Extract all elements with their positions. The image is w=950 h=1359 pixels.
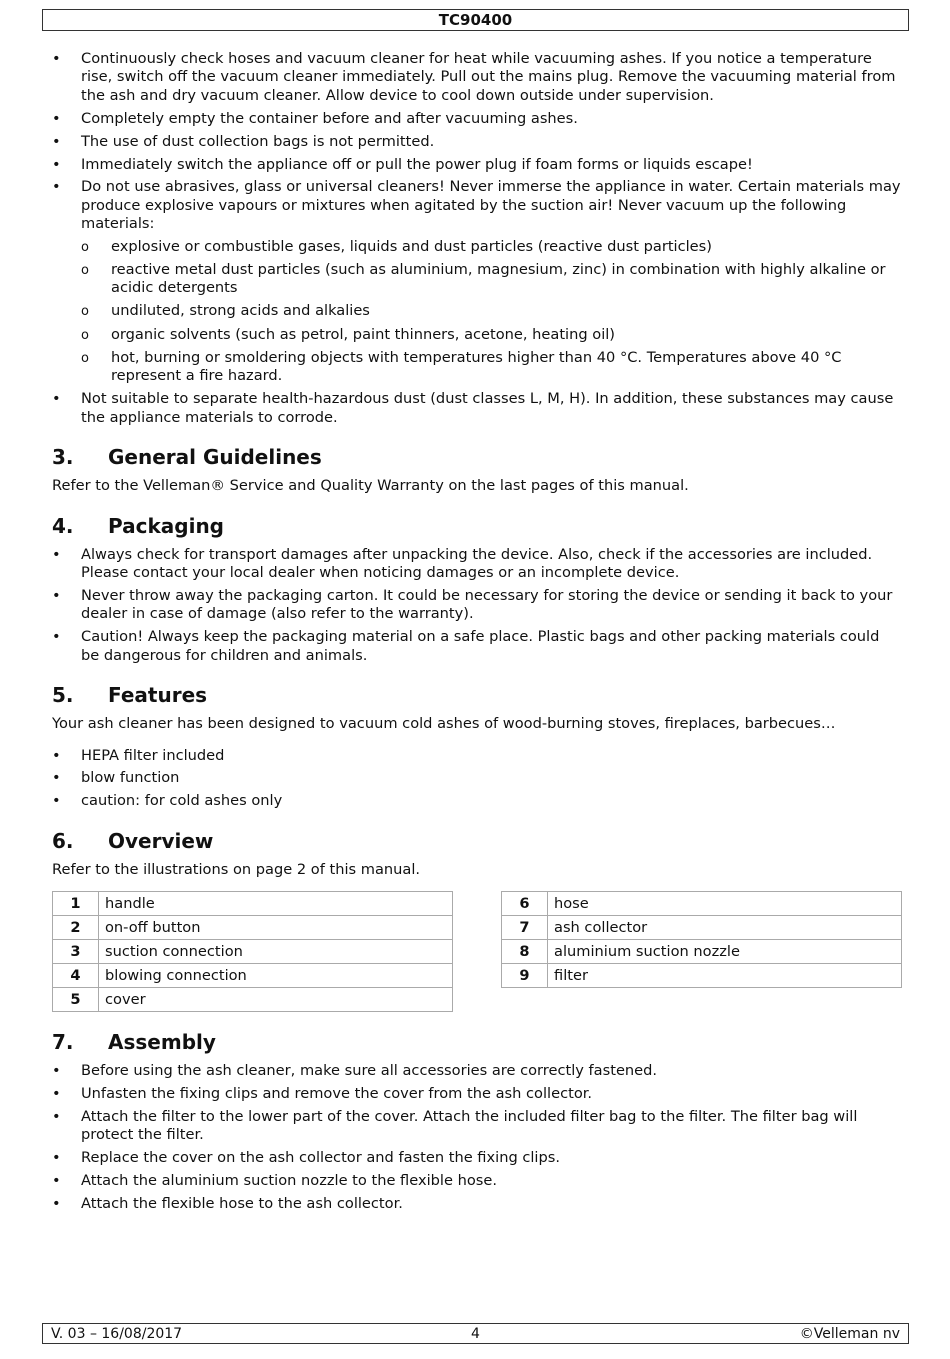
sublist-item: o hot, burning or smoldering objects with temperatures higher than 40 °C. Temperatures above 40 °C represent a fire hazard. [81, 349, 902, 386]
packaging-list [52, 546, 902, 665]
item-number: 8 [502, 940, 548, 964]
section-number: 3. [52, 445, 74, 470]
list-item: • Not suitable to separate health-hazardous dust (dust classes L, M, H). In addition, these substances may cause the appliance materials to corrode. [52, 390, 902, 427]
item-label: handle [99, 892, 453, 916]
list-item: • Always check for transport damages after unpacking the device. Also, check if the accessories are included. Please contact your local dealer when noticing damages or an incomplete device. [52, 546, 902, 583]
section-heading-packaging [52, 514, 902, 538]
item-label: blowing connection [99, 964, 453, 988]
table-row [53, 892, 453, 916]
section-title: Features [108, 683, 208, 708]
list-item: • HEPA filter included [52, 747, 902, 765]
item-number: 5 [53, 988, 99, 1012]
sublist-item: o explosive or combustible gases, liquids and dust particles (reactive dust particles) [81, 238, 902, 256]
page-content [52, 50, 902, 1218]
item-label: hose [548, 892, 902, 916]
list-item: • The use of dust collection bags is not permitted. [52, 133, 902, 151]
section-number: 6. [52, 828, 74, 853]
item-label: ash collector [548, 916, 902, 940]
sublist-item: o reactive metal dust particles (such as aluminium, magnesium, zinc) in combination with highly alkaline or acidic detergents [81, 261, 902, 298]
list-item: • Caution! Always keep the packaging material on a safe place. Plastic bags and other packing materials could be dangerous for children and animals. [52, 628, 902, 665]
section-heading-general-guidelines [52, 445, 902, 469]
section-number: 5. [52, 683, 74, 708]
table-row [502, 916, 902, 940]
list-item: • Attach the filter to the lower part of the cover. Attach the included filter bag to the filter. The filter bag will protect the filter. [52, 1108, 902, 1145]
copyright: ©Velleman nv [799, 1326, 900, 1342]
list-item: • Replace the cover on the ash collector and fasten the fixing clips. [52, 1149, 902, 1167]
section-paragraph: Refer to the illustrations on page 2 of this manual. [52, 860, 421, 878]
list-item: • Never throw away the packaging carton. It could be necessary for storing the device or sending it back to your dealer in case of damage (also refer to the warranty). [52, 587, 902, 624]
section-title: Overview [108, 828, 214, 853]
list-item: • caution: for cold ashes only [52, 792, 902, 810]
overview-table-left [52, 891, 453, 1012]
document-footer [42, 1323, 909, 1344]
list-item: • Continuously check hoses and vacuum cleaner for heat while vacuuming ashes. If you notice a temperature rise, switch off the vacuum cleaner immediately. Pull out the mains plug. Remove the vacuuming material from the ash and dry vacuum cleaner. Allow device to cool down outside under supervision. [52, 50, 902, 105]
features-list [52, 747, 902, 811]
overview-tables [52, 891, 902, 1012]
item-number: 7 [502, 916, 548, 940]
list-item: • Before using the ash cleaner, make sure all accessories are correctly fastened. [52, 1062, 902, 1080]
section-number: 7. [52, 1030, 74, 1055]
section-title: Packaging [108, 513, 224, 538]
overview-table-right [501, 891, 902, 988]
list-item: • Unfasten the fixing clips and remove the cover from the ash collector. [52, 1085, 902, 1103]
list-item [52, 178, 902, 385]
section-paragraph: Refer to the Velleman® Service and Quality Warranty on the last pages of this manual. [52, 477, 689, 495]
safety-list [52, 50, 902, 427]
table-row [53, 988, 453, 1012]
document-header [42, 9, 909, 31]
item-number: 6 [502, 892, 548, 916]
list-item: • blow function [52, 769, 902, 787]
section-paragraph: Your ash cleaner has been designed to vacuum cold ashes of wood-burning stoves, fireplaces, barbecues… [52, 715, 836, 733]
list-item-text: Do not use abrasives, glass or universal cleaners! Never immerse the appliance in water. Certain materials may produce explosive vapours or mixtures when agitated by the suction air! Never vacuum up the following materials: [81, 178, 901, 233]
materials-sublist [81, 238, 902, 386]
sublist-item: o organic solvents (such as petrol, paint thinners, acetone, heating oil) [81, 326, 902, 344]
item-number: 4 [53, 964, 99, 988]
assembly-list [52, 1062, 902, 1213]
list-item: • Immediately switch the appliance off or pull the power plug if foam forms or liquids escape! [52, 156, 902, 174]
item-number: 9 [502, 964, 548, 988]
sublist-item: o undiluted, strong acids and alkalies [81, 302, 902, 320]
list-item: • Completely empty the container before and after vacuuming ashes. [52, 110, 902, 128]
version-date: V. 03 – 16/08/2017 [51, 1326, 183, 1342]
table-row [53, 964, 453, 988]
section-title: Assembly [108, 1030, 216, 1055]
section-title: General Guidelines [108, 445, 322, 470]
section-number: 4. [52, 513, 74, 538]
item-number: 2 [53, 916, 99, 940]
page-number: 4 [471, 1326, 480, 1342]
item-label: cover [99, 988, 453, 1012]
document-code: TC90400 [438, 11, 513, 29]
item-label: aluminium suction nozzle [548, 940, 902, 964]
table-row [502, 892, 902, 916]
list-item: • Attach the flexible hose to the ash collector. [52, 1195, 902, 1213]
table-row [53, 940, 453, 964]
item-label: suction connection [99, 940, 453, 964]
section-heading-assembly [52, 1030, 902, 1054]
item-number: 3 [53, 940, 99, 964]
table-row [502, 964, 902, 988]
item-label: filter [548, 964, 902, 988]
section-heading-overview [52, 829, 902, 853]
section-heading-features [52, 683, 902, 707]
table-row [502, 940, 902, 964]
table-row [53, 916, 453, 940]
item-number: 1 [53, 892, 99, 916]
list-item: • Attach the aluminium suction nozzle to the flexible hose. [52, 1172, 902, 1190]
item-label: on-off button [99, 916, 453, 940]
